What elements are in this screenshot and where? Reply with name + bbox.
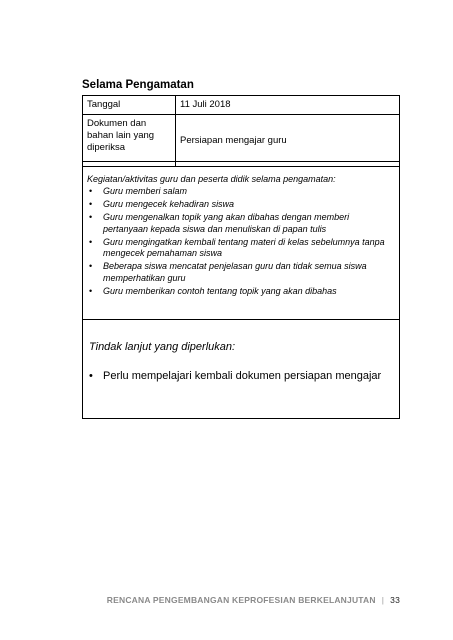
footer-text: RENCANA PENGEMBANGAN KEPROFESIAN BERKELANJUTAN	[106, 595, 376, 605]
table-row-documents	[83, 115, 399, 166]
list-item: • Guru memberikan contoh tentang topik yang akan dibahas	[103, 286, 391, 298]
list-item: • Guru mengingatkan kembali tentang materi di kelas sebelumnya tanpa mengecek pemahaman siswa	[103, 237, 391, 260]
activities-box	[82, 161, 400, 320]
list-item: • Perlu mempelajari kembali dokumen persiapan mengajar	[103, 369, 381, 383]
documents-value-text: Persiapan mengajar guru	[180, 134, 287, 146]
section-heading: Selama Pengamatan	[82, 79, 194, 91]
list-item: • Beberapa siswa mencatat penjelasan guru dan tidak semua siswa memperhatikan guru	[103, 261, 391, 284]
page-footer	[107, 595, 400, 605]
activities-list	[83, 186, 399, 299]
info-table	[82, 95, 400, 167]
documents-label: Dokumen dan bahan lain yang diperiksa	[83, 115, 176, 166]
follow-up-title: Tindak lanjut yang diperlukan:	[89, 341, 236, 353]
page-number: 33	[390, 595, 400, 605]
date-value: 11 Juli 2018	[180, 99, 231, 110]
follow-up-box	[82, 319, 400, 419]
list-item: • Guru memberi salam	[103, 186, 391, 198]
list-item: • Guru mengecek kehadiran siswa	[103, 199, 391, 211]
footer-separator: |	[381, 595, 385, 605]
follow-up-list	[83, 369, 381, 383]
activities-intro: Kegiatan/aktivitas guru dan peserta didik selama pengamatan:	[87, 174, 336, 184]
list-item: • Guru mengenalkan topik yang akan dibahas dengan memberi pertanyaan kepada siswa dan menuliskan di papan tulis	[103, 212, 391, 235]
documents-value	[176, 115, 399, 166]
table-row-date	[83, 96, 399, 115]
date-label: Tanggal	[83, 96, 176, 114]
